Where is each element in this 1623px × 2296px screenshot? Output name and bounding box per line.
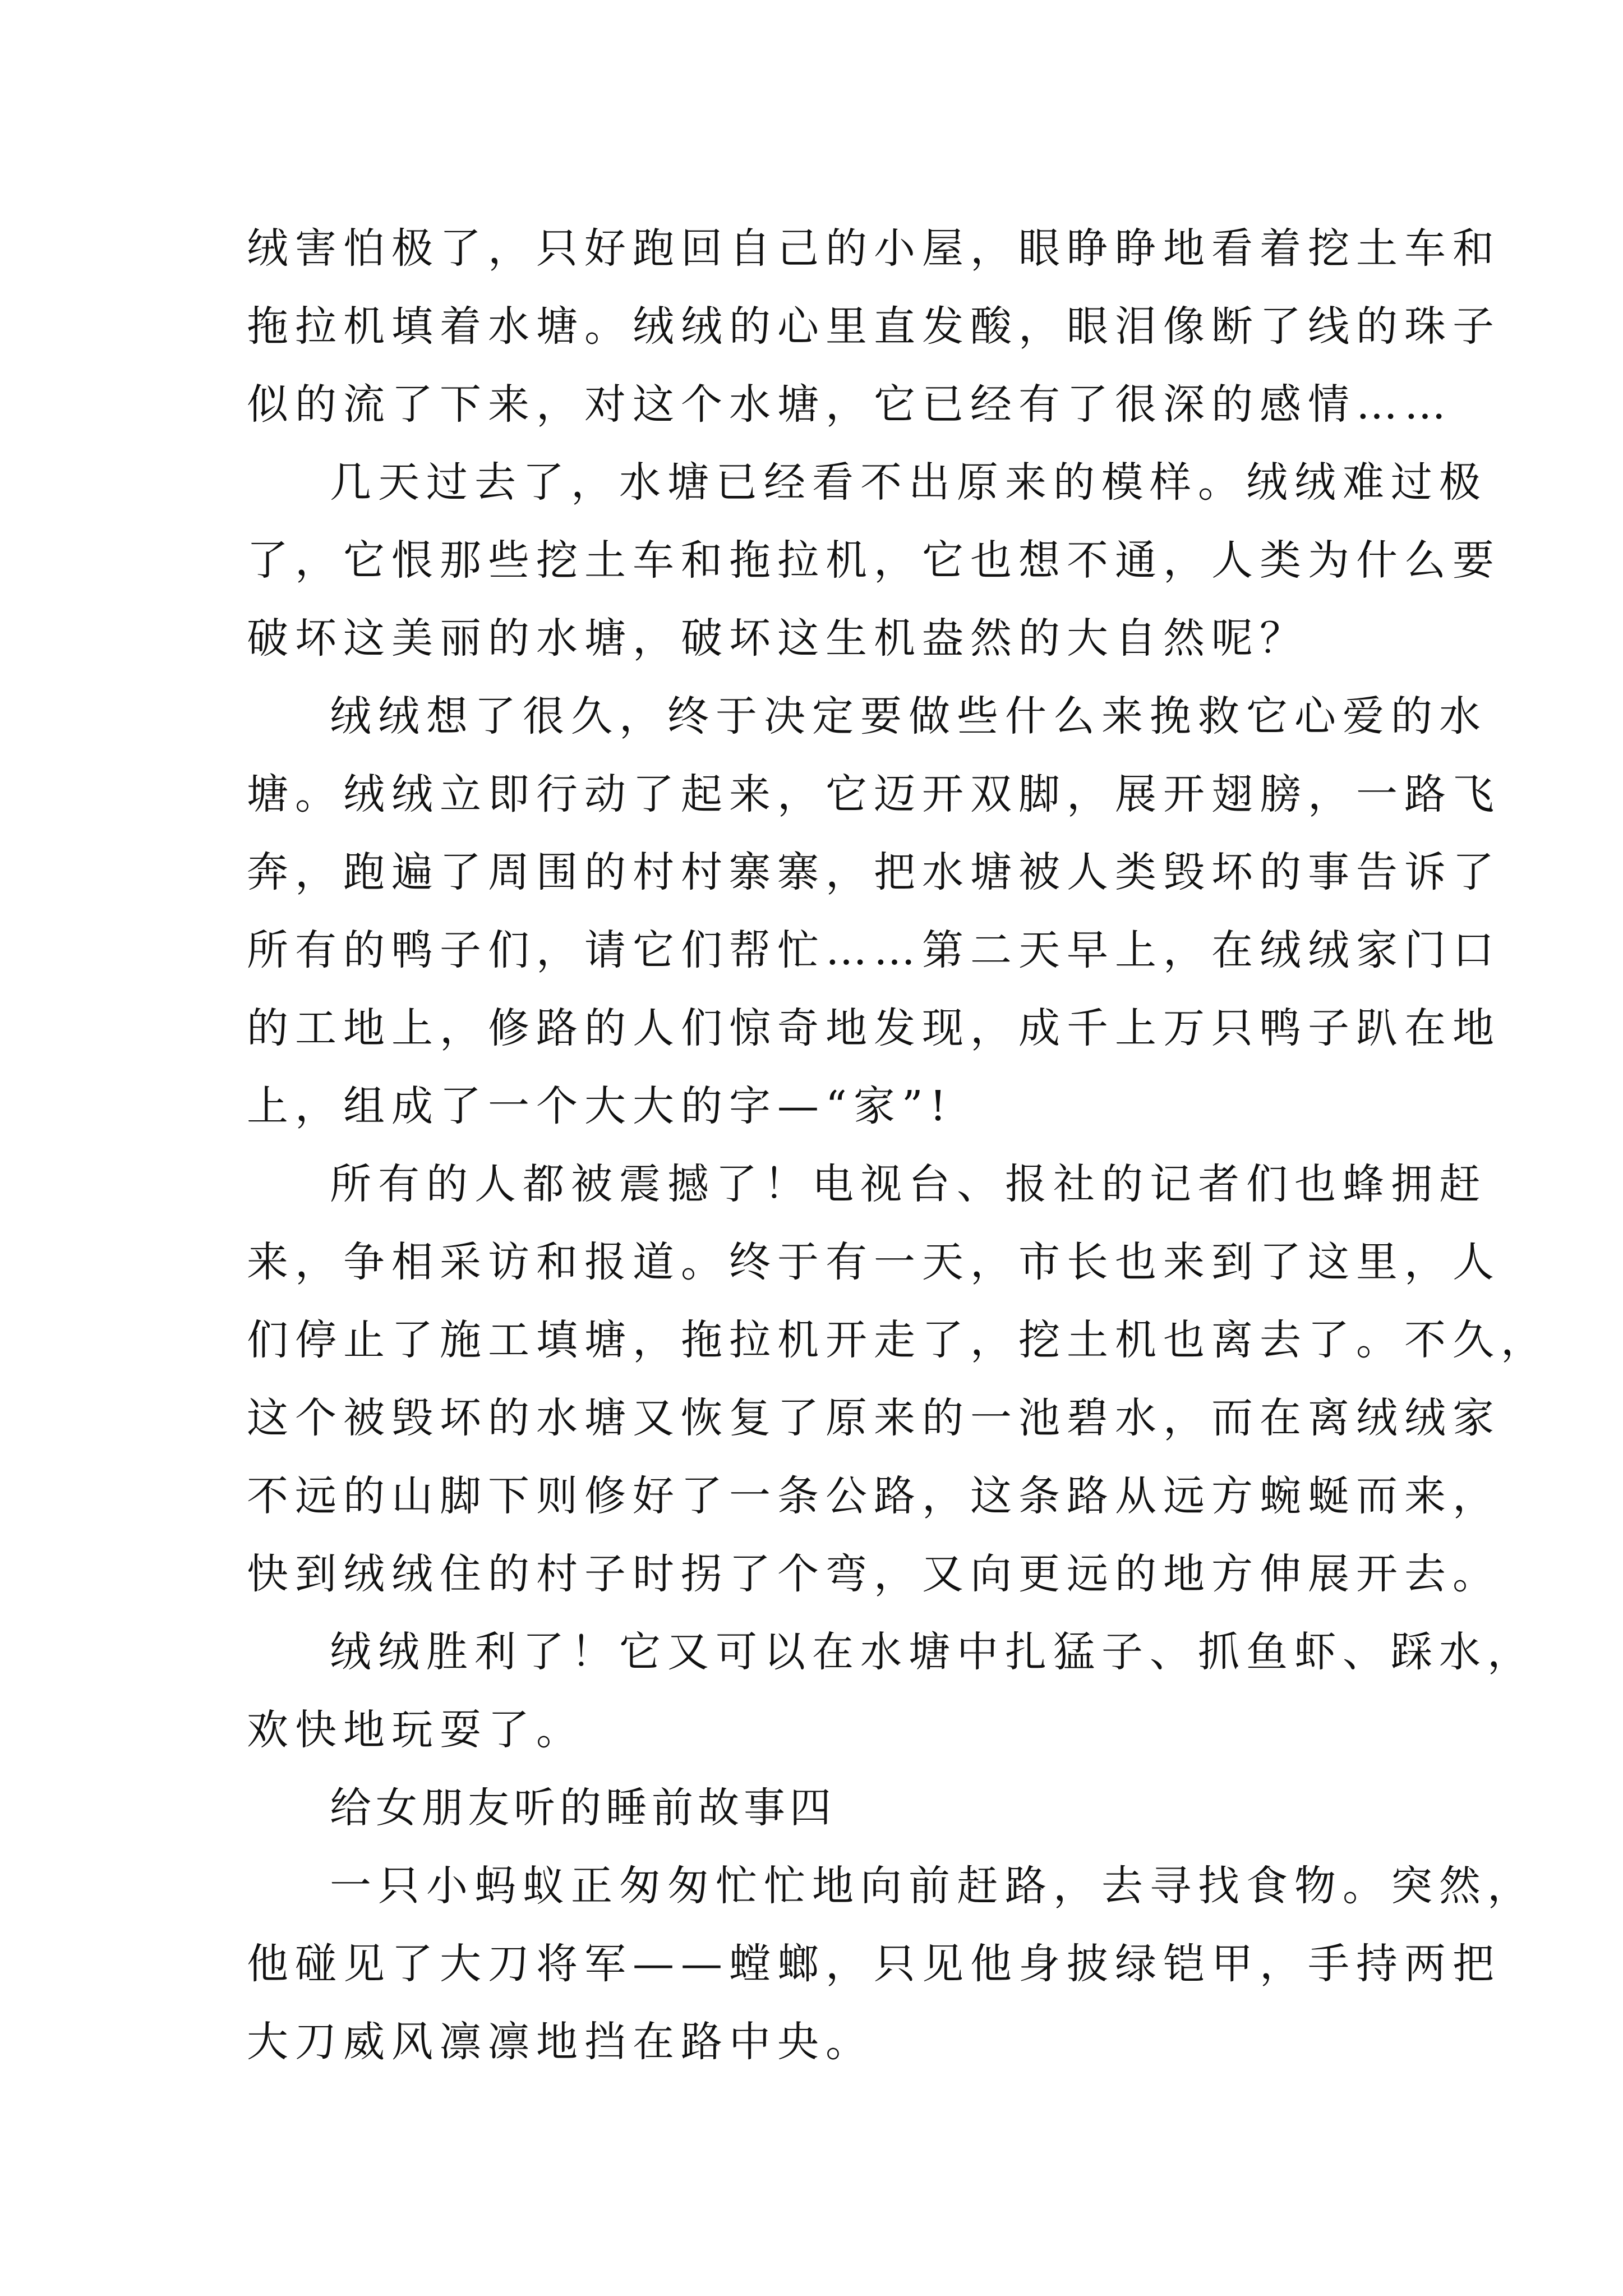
text-line: 了，它恨那些挖土车和拖拉机，它也想不通，人类为什么要 xyxy=(247,536,1501,585)
text-line: 所有的鸭子们，请它们帮忙……第二天早上，在绒绒家门口 xyxy=(247,926,1501,974)
heading-text: 给女朋友听的睡前故事四 xyxy=(330,1784,836,1832)
paragraph-2 xyxy=(247,444,1501,678)
paragraph-5 xyxy=(247,1613,1536,1769)
document-body xyxy=(247,210,1549,2081)
text-line: 绒绒胜利了！它又可以在水塘中扎猛子、抓鱼虾、踩水， xyxy=(330,1628,1536,1676)
text-line: 这个被毁坏的水塘又恢复了原来的一池碧水，而在离绒绒家 xyxy=(247,1394,1501,1442)
section-heading xyxy=(247,1769,1419,1847)
paragraph-1 xyxy=(247,210,1501,444)
text-line: 拖拉机填着水塘。绒绒的心里直发酸，眼泪像断了线的珠子 xyxy=(247,302,1501,351)
text-line: 不远的山脚下则修好了一条公路，这条路从远方蜿蜒而来， xyxy=(247,1472,1501,1520)
text-line: 绒绒想了很久，终于决定要做些什么来挽救它心爱的水 xyxy=(330,692,1487,740)
text-line: 几天过去了，水塘已经看不出原来的模样。绒绒难过极 xyxy=(330,458,1487,507)
text-line: 的工地上，修路的人们惊奇地发现，成千上万只鸭子趴在地 xyxy=(247,1004,1501,1052)
text-line: 来，争相采访和报道。终于有一天，市长也来到了这里，人 xyxy=(247,1238,1501,1286)
text-line: 们停止了施工填塘，拖拉机开走了，挖土机也离去了。不久， xyxy=(247,1316,1549,1364)
text-line: 大刀威风凛凛地挡在路中央。 xyxy=(247,2018,874,2066)
text-line: 欢快地玩耍了。 xyxy=(247,1706,584,1754)
text-line: 似的流了下来，对这个水塘，它已经有了很深的感情…… xyxy=(247,380,1453,429)
paragraph-4 xyxy=(247,1145,1549,1613)
text-line: 一只小蚂蚁正匆匆忙忙地向前赶路，去寻找食物。突然， xyxy=(330,1862,1536,1910)
text-line: 所有的人都被震撼了！电视台、报社的记者们也蜂拥赶 xyxy=(330,1160,1487,1208)
text-line: 破坏这美丽的水塘，破坏这生机盎然的大自然呢？ xyxy=(247,614,1308,662)
text-line: 上，组成了一个大大的字—“家”! xyxy=(247,1082,953,1130)
text-line: 快到绒绒住的村子时拐了个弯，又向更远的地方伸展开去。 xyxy=(247,1550,1501,1598)
text-line: 塘。绒绒立即行动了起来，它迈开双脚，展开翅膀，一路飞 xyxy=(247,770,1501,818)
text-line: 绒害怕极了，只好跑回自己的小屋，眼睁睁地看着挖土车和 xyxy=(247,224,1501,273)
paragraph-3 xyxy=(247,678,1501,1145)
text-line: 他碰见了大刀将军——螳螂，只见他身披绿铠甲，手持两把 xyxy=(247,1940,1501,1988)
paragraph-7 xyxy=(247,1847,1536,2081)
text-line: 奔，跑遍了周围的村村寨寨，把水塘被人类毁坏的事告诉了 xyxy=(247,848,1501,896)
